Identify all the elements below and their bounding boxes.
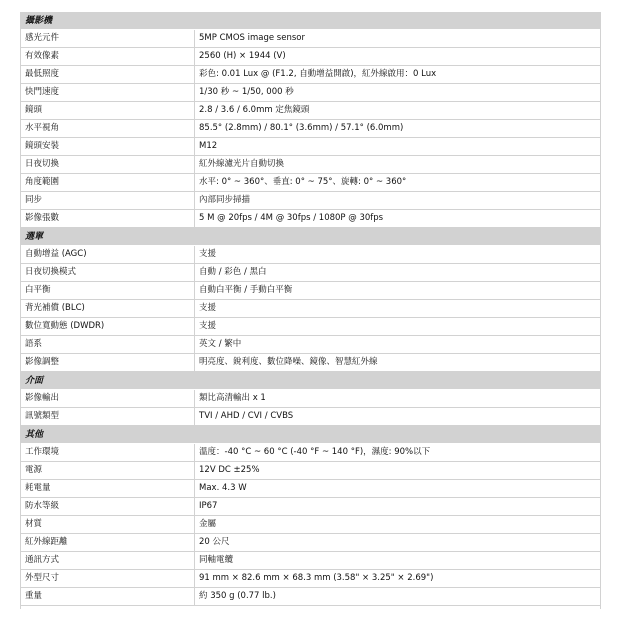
spec-value: 自動 / 彩色 / 黑白	[194, 264, 601, 281]
spec-row	[20, 30, 601, 48]
spec-row	[20, 174, 601, 192]
spec-label: 自動增益 (AGC)	[25, 249, 87, 259]
spec-label: 感光元件	[25, 33, 60, 43]
section-title: 其他	[25, 430, 44, 440]
spec-label: 防水等級	[25, 501, 60, 511]
spec-label: 同步	[25, 195, 43, 205]
spec-label: 電源	[25, 465, 43, 475]
spec-row	[20, 354, 601, 372]
spec-value: TVI / AHD / CVI / CVBS	[194, 408, 601, 425]
spec-label: 影像張數	[25, 213, 60, 223]
spec-value: 5MP CMOS image sensor	[194, 30, 601, 47]
spec-label: 背光補償 (BLC)	[25, 303, 85, 313]
spec-row	[20, 408, 601, 426]
spec-label: 通訊方式	[25, 555, 60, 565]
spec-value: 類比高清輸出 x 1	[194, 390, 601, 407]
spec-value: 91 mm × 82.6 mm × 68.3 mm (3.58" × 3.25" × 2.69")	[194, 570, 601, 587]
spec-row	[20, 570, 601, 588]
spec-label: 快門速度	[25, 87, 60, 97]
spec-value: 支援	[194, 246, 601, 263]
spec-row	[20, 66, 601, 84]
spec-row	[20, 480, 601, 498]
spec-value: 12V DC ±25%	[194, 462, 601, 479]
spec-label: 紅外線距離	[25, 537, 68, 547]
spec-row	[20, 264, 601, 282]
spec-label: 日夜切換模式	[25, 267, 77, 277]
spec-row	[20, 48, 601, 66]
spec-label: 影像輸出	[25, 393, 60, 403]
section-header	[20, 228, 601, 246]
spec-label: 白平衡	[25, 285, 51, 295]
section-title: 選單	[25, 232, 44, 242]
spec-value: 支援	[194, 318, 601, 335]
section-header	[20, 426, 601, 444]
spec-label: 語系	[25, 339, 43, 349]
spec-label: 數位寬動態 (DWDR)	[25, 321, 105, 331]
spec-value: 金屬	[194, 516, 601, 533]
spec-row	[20, 444, 601, 462]
spec-label: 重量	[25, 591, 43, 601]
spec-value: 支援	[194, 300, 601, 317]
spec-value: 水平: 0° ~ 360°、垂直: 0° ~ 75°、旋轉: 0° ~ 360°	[194, 174, 601, 191]
spec-table	[20, 12, 601, 606]
spec-row	[20, 300, 601, 318]
spec-row	[20, 552, 601, 570]
spec-row	[20, 192, 601, 210]
spec-value: 自動白平衡 / 手動白平衡	[194, 282, 601, 299]
spec-label: 鏡頭安裝	[25, 141, 60, 151]
spec-value: 約 350 g (0.77 lb.)	[194, 588, 601, 605]
spec-row	[20, 516, 601, 534]
spec-label: 工作環境	[25, 447, 60, 457]
spec-value: 彩色: 0.01 Lux @ (F1.2, 自動增益開啟)，紅外線啟用：0 Lux	[194, 66, 601, 83]
spec-row	[20, 534, 601, 552]
spec-value: 20 公尺	[194, 534, 601, 551]
spec-row	[20, 156, 601, 174]
spec-row	[20, 498, 601, 516]
spec-value: 內部同步掃描	[194, 192, 601, 209]
spec-value: 85.5° (2.8mm) / 80.1° (3.6mm) / 57.1° (6.0mm)	[194, 120, 601, 137]
spec-row	[20, 120, 601, 138]
spec-row	[20, 462, 601, 480]
spec-label: 日夜切換	[25, 159, 60, 169]
spec-label: 角度範圍	[25, 177, 60, 187]
spec-label: 有效像素	[25, 51, 60, 61]
spec-row	[20, 336, 601, 354]
spec-row	[20, 588, 601, 606]
spec-value: 2560 (H) × 1944 (V)	[194, 48, 601, 65]
section-title: 介面	[25, 376, 44, 386]
section-header	[20, 12, 601, 30]
spec-label: 訊號類型	[25, 411, 60, 421]
spec-row	[20, 102, 601, 120]
spec-label: 最低照度	[25, 69, 60, 79]
spec-row	[20, 390, 601, 408]
spec-value: 紅外線濾光片自動切換	[194, 156, 601, 173]
spec-label: 外型尺寸	[25, 573, 60, 583]
spec-value: Max. 4.3 W	[194, 480, 601, 497]
spec-row	[20, 282, 601, 300]
spec-value: 5 M @ 20fps / 4M @ 30fps / 1080P @ 30fps	[194, 210, 601, 227]
spec-value: 1/30 秒 ~ 1/50, 000 秒	[194, 84, 601, 101]
spec-label: 鏡頭	[25, 105, 43, 115]
spec-label: 水平視角	[25, 123, 60, 133]
spec-row	[20, 246, 601, 264]
spec-row	[20, 84, 601, 102]
spec-label: 影像調整	[25, 357, 60, 367]
spec-value: IP67	[194, 498, 601, 515]
spec-value: 2.8 / 3.6 / 6.0mm 定焦鏡頭	[194, 102, 601, 119]
spec-label: 材質	[25, 519, 43, 529]
spec-value: 明亮度、銳利度、數位降噪、鏡像、智慧紅外線	[194, 354, 601, 371]
section-header	[20, 372, 601, 390]
spec-value: 同軸電纜	[194, 552, 601, 569]
spec-value: M12	[194, 138, 601, 155]
spec-label: 耗電量	[25, 483, 51, 493]
spec-row	[20, 138, 601, 156]
spec-row	[20, 210, 601, 228]
spec-value: 英文 / 繁中	[194, 336, 601, 353]
section-title: 攝影機	[25, 16, 53, 26]
spec-row	[20, 318, 601, 336]
spec-value: 溫度：-40 °C ~ 60 °C (-40 °F ~ 140 °F)，濕度: 90%以下	[194, 444, 601, 461]
